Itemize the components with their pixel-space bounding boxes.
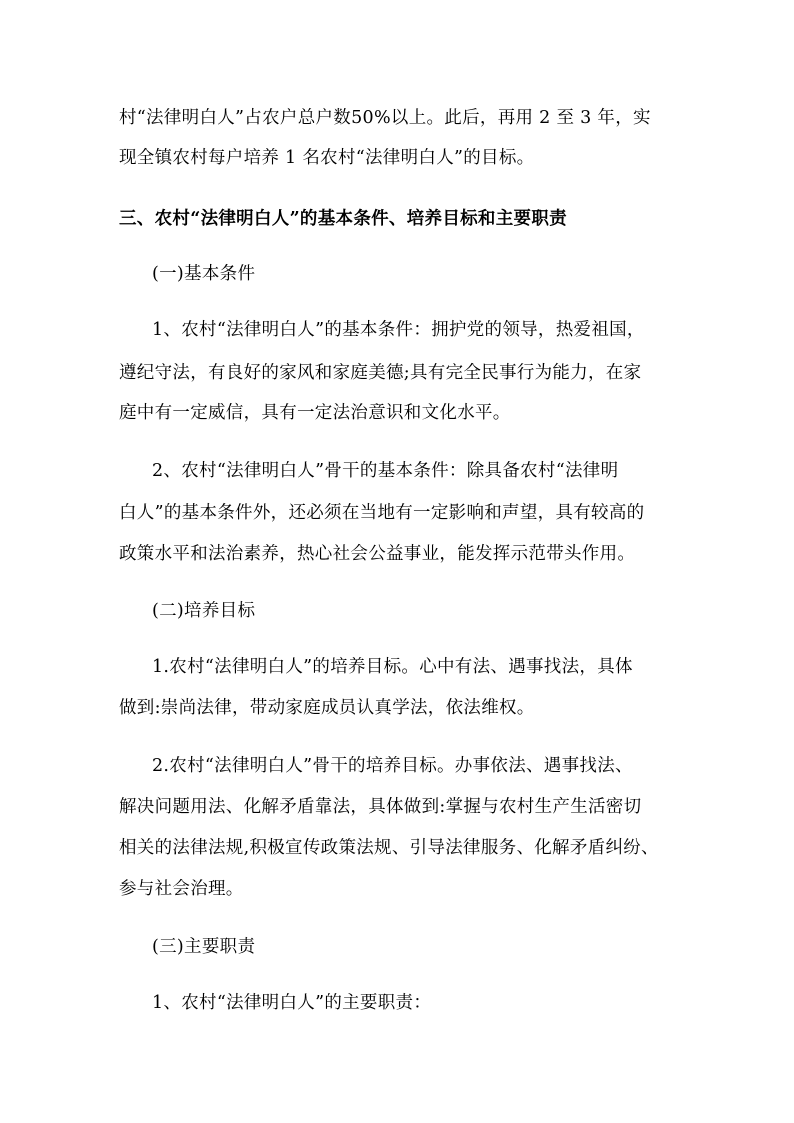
subsection-heading: (二)培养目标 (152, 601, 256, 621)
paragraph-line: 政策水平和法治素养，热心社会公益事业，能发挥示范带头作用。 (119, 544, 636, 564)
section-heading: 三、农村“法律明白人”的基本条件、培养目标和主要职责 (119, 209, 567, 229)
subsection-heading: (一)基本条件 (152, 264, 256, 284)
paragraph-line: 1.农村“法律明白人”的培养目标。心中有法、遇事找法，具体 (152, 657, 633, 677)
paragraph-line: 相关的法律法规,积极宣传政策法规、引导法律服务、化解矛盾纠纷、 (119, 838, 659, 858)
paragraph-line: 1、农村“法律明白人”的主要职责： (152, 993, 432, 1013)
paragraph-line: 参与社会治理。 (119, 879, 244, 899)
paragraph-line: 解决问题用法、化解矛盾靠法，具体做到:掌握与农村生产生活密切 (119, 797, 642, 817)
paragraph-line: 庭中有一定威信，具有一定法治意识和文化水平。 (119, 403, 511, 423)
paragraph-line: 遵纪守法，有良好的家风和家庭美德;具有完全民事行为能力，在家 (119, 363, 642, 383)
paragraph-line: 白人”的基本条件外，还必须在当地有一定影响和声望，具有较高的 (119, 503, 645, 523)
paragraph-line: 1、农村“法律明白人”的基本条件：拥护党的领导，热爱祖国， (152, 320, 645, 340)
paragraph-line: 2.农村“法律明白人”骨干的培养目标。办事依法、遇事找法、 (152, 756, 633, 776)
paragraph-line: 做到:崇尚法律，带动家庭成员认真学法，依法维权。 (119, 698, 535, 718)
paragraph-line: 村“法律明白人”占农户总户数50%以上。此后，再用 2 至 3 年，实 (119, 108, 651, 128)
subsection-heading: (三)主要职责 (152, 937, 256, 957)
paragraph-line: 现全镇农村每户培养 1 名农村“法律明白人”的目标。 (119, 148, 535, 168)
paragraph-line: 2、农村“法律明白人”骨干的基本条件：除具备农村“法律明 (152, 461, 619, 481)
